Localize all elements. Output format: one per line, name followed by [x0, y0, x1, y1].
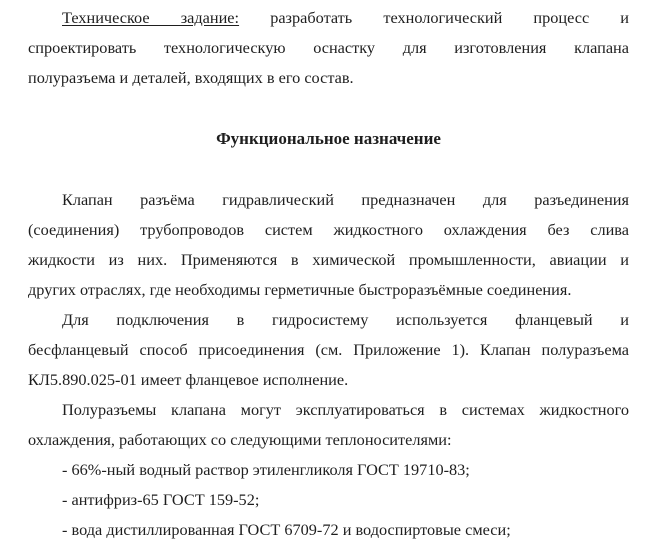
- spacer: [28, 154, 629, 185]
- section-title: Функциональное назначение: [216, 129, 441, 148]
- paragraph-1-line-1: Клапан разъёма гидравлический предназначен для разъединения: [62, 190, 629, 209]
- list-item: - вода дистиллированная ГОСТ 6709-72 и водоспиртовые смеси;: [62, 520, 511, 539]
- paragraph-2-line-3: КЛ5.890.025-01 имеет фланцевое исполнение.: [28, 370, 349, 389]
- task-line-1: [28, 3, 629, 33]
- paragraph-1-line-3: жидкости из них. Применяются в химической промышленности, авиации и: [28, 250, 629, 269]
- paragraph-3-line-2: охлаждения, работающих со следующими теплоносителями:: [28, 430, 452, 449]
- list-item: - 66%-ный водный раствор этиленгликоля ГОСТ 19710-83;: [62, 460, 470, 479]
- paragraph-2-line-1: Для подключения в гидросистему используется фланцевый и: [62, 310, 629, 329]
- task-text: разработать технологический процесс и: [270, 8, 630, 27]
- task-line-3: полуразъема и деталей, входящих в его состав.: [28, 68, 354, 87]
- paragraph-1-line-4: других отраслях, где необходимы герметичные быстроразъёмные соединения.: [28, 280, 572, 299]
- list-item: - антифриз-65 ГОСТ 159-52;: [62, 490, 260, 509]
- paragraph-3-line-1: Полуразъемы клапана могут эксплуатироваться в системах жидкостного: [62, 400, 629, 419]
- paragraph-1-line-2: (соединения) трубопроводов систем жидкостного охлаждения без слива: [28, 220, 629, 239]
- task-line-2: спроектировать технологическую оснастку для изготовления клапана: [28, 38, 629, 57]
- document-page: [28, 0, 629, 545]
- spacer: [28, 93, 629, 124]
- task-label: Техническое задание:: [62, 8, 240, 27]
- paragraph-2-line-2: бесфланцевый способ присоединения (см. Приложение 1). Клапан полуразъема: [28, 340, 629, 359]
